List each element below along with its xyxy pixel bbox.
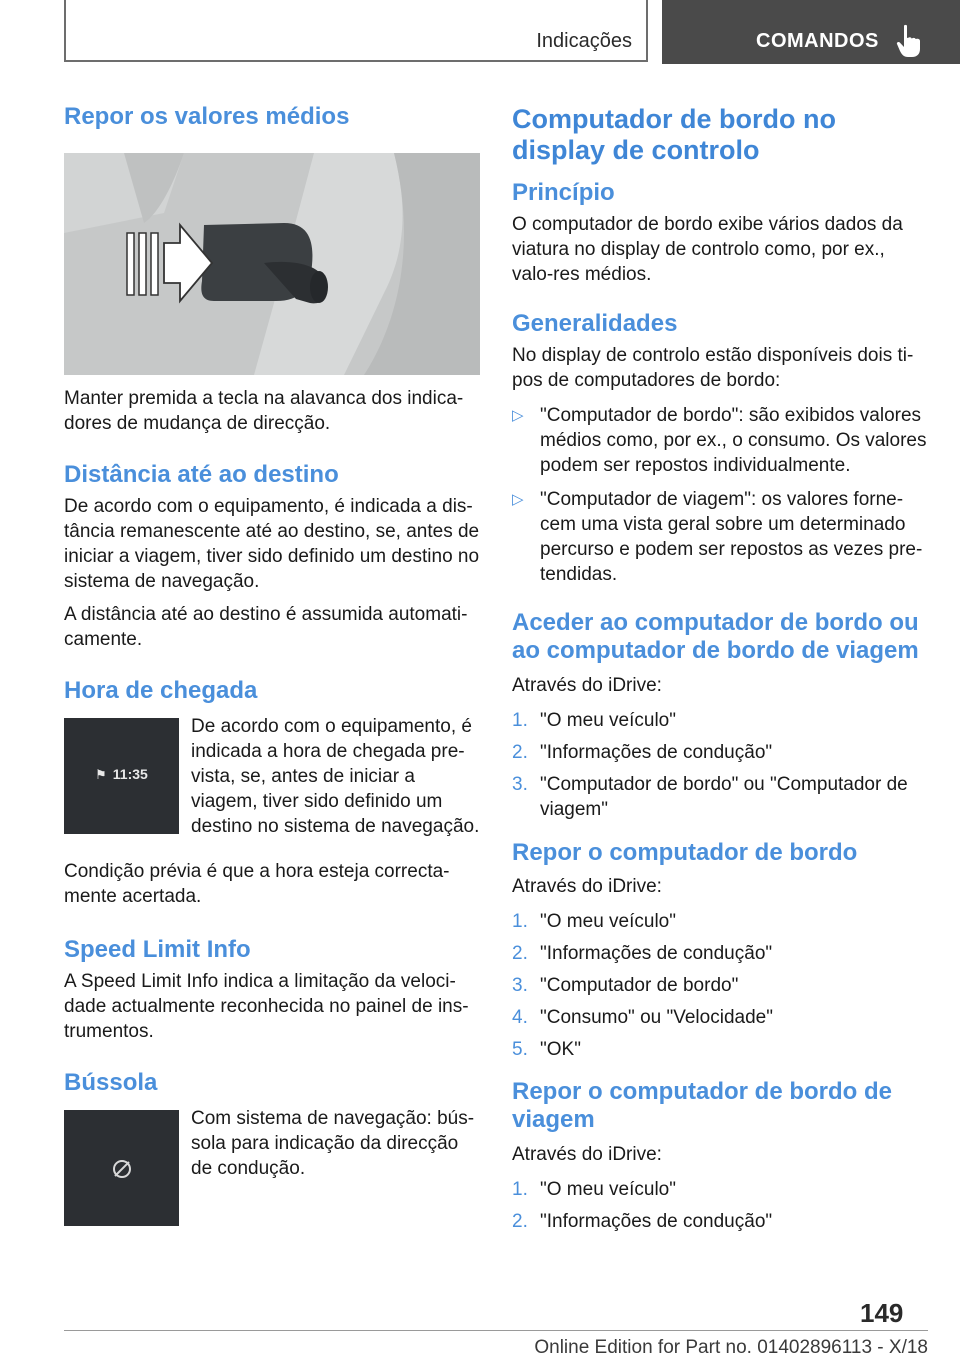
step-text: "Informações de condução" xyxy=(540,943,773,964)
step-text: "Computador de bordo" xyxy=(540,975,739,996)
principle-text: O computador de bordo exibe vários dados da viatura no display de controlo como, por ex., valo-res médios. xyxy=(512,214,903,285)
edition-note: Online Edition for Part no. 01402896113 - X/18 xyxy=(534,1337,928,1358)
access-intro: Através do iDrive: xyxy=(512,675,662,696)
compass-heading: Bússola xyxy=(64,1069,158,1096)
list-item: 2. "Informações de condução" xyxy=(512,943,773,964)
arrival-display-image xyxy=(64,718,179,834)
speed-limit-heading: Speed Limit Info xyxy=(64,936,251,963)
chapter-tab xyxy=(662,0,960,64)
speed-limit-text: A Speed Limit Info indica a limitação da veloci-dade actualmente reconhecida no painel de ins-trumentos. xyxy=(64,971,469,1042)
reset-trip-intro: Através do iDrive: xyxy=(512,1144,662,1165)
list-item xyxy=(512,403,928,478)
step-text: "O meu veículo" xyxy=(540,710,676,731)
step-text: "O meu veículo" xyxy=(540,1179,676,1200)
reset-averages-text: Manter premida a tecla na alavanca dos indica-dores de mudança de direcção. xyxy=(64,388,464,434)
step-text: "Consumo" ou "Velocidade" xyxy=(540,1007,773,1028)
left-column xyxy=(64,96,480,1226)
list-item: 3. "Computador de bordo" ou "Computador de viagem" xyxy=(512,774,908,820)
list-item: 5. "OK" xyxy=(512,1039,581,1060)
pointing-hand-icon xyxy=(896,24,922,58)
reset-steps xyxy=(512,909,928,1062)
arrival-condition: Condição prévia é que a hora esteja correcta-mente acertada. xyxy=(64,861,450,907)
bullet-text: "Computador de viagem": os valores forne-cem uma vista geral sobre um determinado percurso e podem ser repostos as vezes pre-tendidas. xyxy=(540,489,923,585)
access-heading: Aceder ao computador de bordo ou ao computador de bordo de viagem xyxy=(512,609,919,664)
arrival-clock xyxy=(64,766,179,783)
list-item: 2. "Informações de condução" xyxy=(512,742,773,763)
triangle-bullet-icon: ▷ xyxy=(512,407,524,424)
arrival-block xyxy=(64,718,480,839)
page-number: 149 xyxy=(860,1298,904,1328)
compass-block xyxy=(64,1110,480,1226)
chapter-label: COMANDOS xyxy=(756,30,879,52)
step-text: "O meu veículo" xyxy=(540,911,676,932)
principle-heading: Princípio xyxy=(512,179,615,206)
step-text: "Informações de condução" xyxy=(540,742,773,763)
triangle-bullet-icon: ▷ xyxy=(512,491,524,508)
right-column xyxy=(512,96,928,1241)
general-text: No display de controlo estão disponíveis dois ti-pos de computadores de bordo: xyxy=(512,345,914,391)
step-text: "Informações de condução" xyxy=(540,1211,773,1232)
main-heading: Computador de bordo no display de controlo xyxy=(512,104,836,165)
list-item: 4. "Consumo" ou "Velocidade" xyxy=(512,1007,773,1028)
section-tab xyxy=(64,0,648,62)
computer-types-list xyxy=(512,403,928,587)
turn-signal-lever-photo xyxy=(64,153,480,375)
step-text: "OK" xyxy=(540,1039,581,1060)
distance-heading: Distância até ao destino xyxy=(64,461,339,488)
reset-intro: Através do iDrive: xyxy=(512,876,662,897)
section-label: Indicações xyxy=(536,30,632,52)
list-item: 1. "O meu veículo" xyxy=(512,1179,676,1200)
footer-divider xyxy=(64,1330,928,1331)
page-header xyxy=(0,0,960,66)
lever-illustration xyxy=(64,153,480,375)
bullet-text: "Computador de bordo": são exibidos valores médios como, por ex., o consumo. Os valores podem ser repostos individualmente. xyxy=(540,405,927,476)
reset-trip-steps xyxy=(512,1177,928,1234)
list-item xyxy=(512,487,928,587)
arrival-heading: Hora de chegada xyxy=(64,677,258,704)
list-item: 1. "O meu veículo" xyxy=(512,911,676,932)
compass-icon xyxy=(111,1158,133,1180)
reset-computer-heading: Repor o computador de bordo xyxy=(512,839,858,866)
compass-display-image xyxy=(64,1110,179,1226)
list-item: 1. "O meu veículo" xyxy=(512,710,676,731)
compass-text: Com sistema de navegação: bús-sola para indicação da direcção de condução. xyxy=(191,1110,475,1179)
list-item: 3. "Computador de bordo" xyxy=(512,975,739,996)
destination-flag-icon: ⚑ xyxy=(95,767,107,782)
reset-averages-heading: Repor os valores médios xyxy=(64,103,350,130)
step-text: "Computador de bordo" ou "Computador de viagem" xyxy=(540,774,908,820)
distance-text-2: A distância até ao destino é assumida automati-camente. xyxy=(64,604,468,650)
list-item: 2. "Informações de condução" xyxy=(512,1211,773,1232)
general-heading: Generalidades xyxy=(512,310,678,337)
arrival-time: 11:35 xyxy=(112,766,148,782)
reset-trip-heading: Repor o computador de bordo de viagem xyxy=(512,1078,893,1133)
distance-text-1: De acordo com o equipamento, é indicada a dis-tância remanescente até ao destino, se, antes de iniciar a viagem, tiver sido definido um destino no sistema de navegação. xyxy=(64,496,480,592)
access-steps xyxy=(512,708,928,822)
arrival-text: De acordo com o equipamento, é indicada a hora de chegada pre-vista, se, antes de iniciar a viagem, tiver sido definido um destino no sistema de navegação. xyxy=(191,718,480,837)
